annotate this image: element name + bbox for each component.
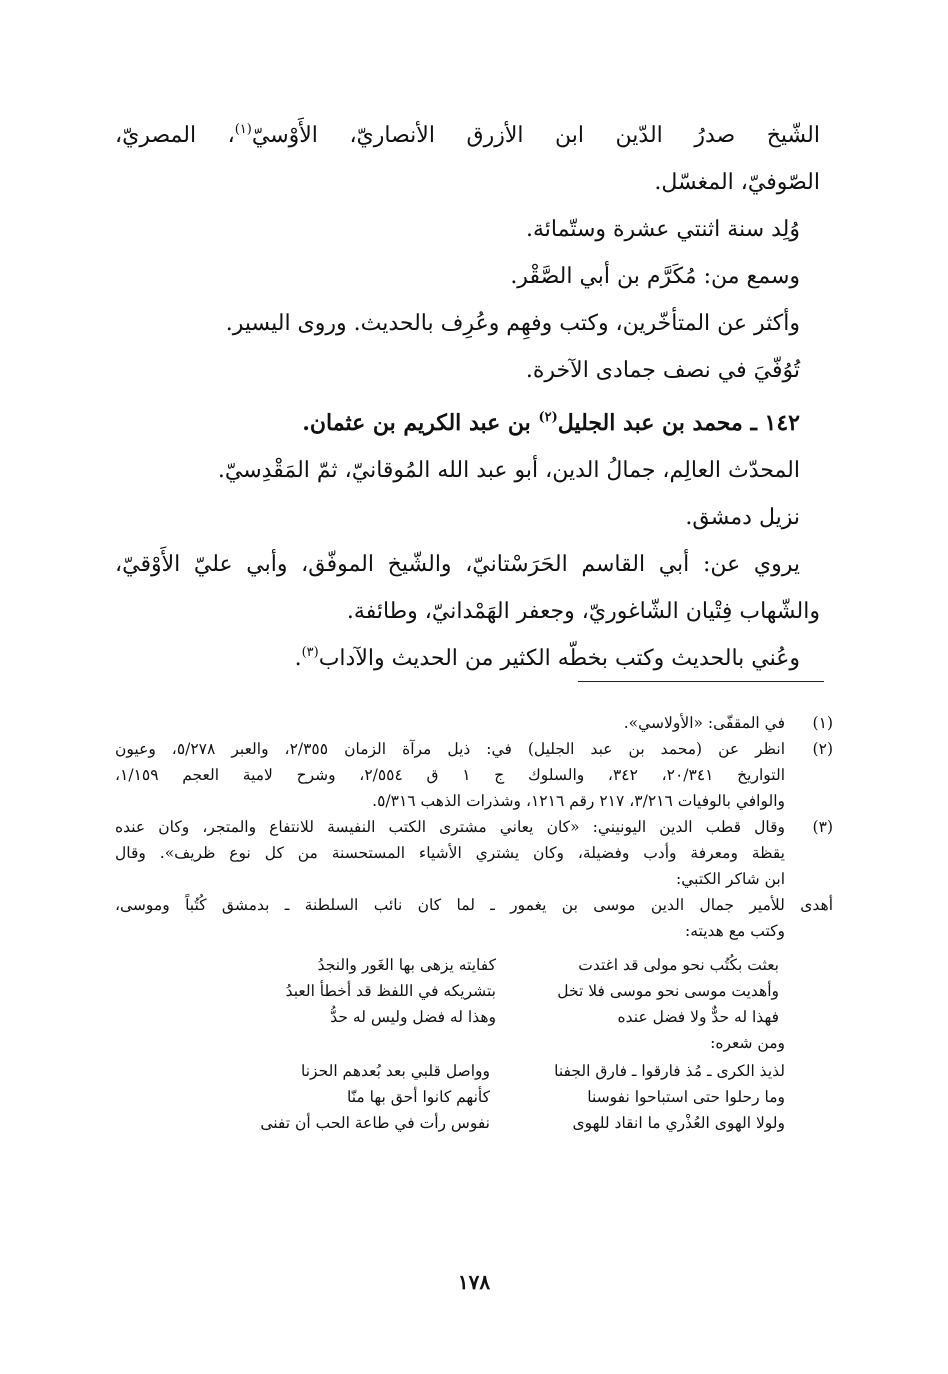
footnote-line: وكتب مع هديته: <box>684 922 785 940</box>
paragraph-description: المحدّث العالِم، جمالُ الدين، أبو عبد الله المُوقانيّ، ثمّ المَقْدِسيّ. <box>217 458 800 483</box>
verse-second-hemistich: نفوس رأت في طاعة الحب أن تفنى <box>260 1114 490 1132</box>
footnote-body <box>115 710 785 736</box>
footnote-line: في المقفّى: «الأولاسي». <box>623 714 785 732</box>
verse-line <box>115 1004 779 1030</box>
verse-line <box>115 1110 785 1136</box>
footnote-1 <box>115 710 833 736</box>
poem-his <box>115 1058 785 1136</box>
poem-gift <box>115 952 785 1030</box>
footnote-body <box>115 736 785 814</box>
verse-first-hemistich: وأهديت موسى نحو موسى فلا تخل <box>557 982 779 1000</box>
paragraph-line <box>115 112 820 159</box>
footnote-2 <box>115 736 833 814</box>
footnote-ref[interactable]: (٣) <box>301 645 319 660</box>
footnote-number: (٣) <box>812 818 833 836</box>
paragraph-line: والشّهاب فِتْيان الشّاغوريّ، وجعفر الهَمْدانيّ، وطائفة. <box>346 599 820 624</box>
text-segment: وعُني بالحديث وكتب بخطّه الكثير من الحديث والآداب <box>318 646 800 671</box>
entry-heading <box>115 400 820 447</box>
paragraph-residence: نزيل دمشق. <box>685 505 800 530</box>
page-number: ١٧٨ <box>457 1270 491 1294</box>
paragraph-death: تُوُفّيَ في نصف جمادى الآخرة. <box>525 358 800 383</box>
paragraph-heard: وسمع من: مُكَرَّم بن أبي الصَّقْر. <box>510 264 800 289</box>
verse-line <box>115 978 779 1004</box>
text-segment: ، المصريّ، <box>115 123 235 148</box>
footnote-line: والوافي بالوفيات ٣/٢١٦، ٢١٧ رقم ١٢١٦، وشذرات الذهب ٥/٣١٦. <box>372 792 785 810</box>
verse-first-hemistich: بعثت بكُتُب نحو مولى قد اغتدت <box>578 956 779 974</box>
entry-title-end: بن عبد الكريم بن عثمان. <box>302 410 539 436</box>
footnote-line: يقظة ومعرفة وأدب وفضيلة، وكان يشتري الأشياء المستحسنة من كل نوع ظريف». وقال <box>115 844 785 862</box>
footnote-line: أهدى للأمير جمال الدين موسى بن يغمور ـ لما كان نائب السلطنة ـ بدمشق كُتُباً وموسى، <box>115 896 833 914</box>
verse-second-hemistich: كفايته يزهى بها الغَور والنجدُ <box>317 956 496 974</box>
footnote-3 <box>115 814 833 1136</box>
footnote-line: التواريخ ٢٠/٣٤١، ٣٤٢، والسلوك ج ١ ق ٢/٥٥٤، وشرح لامية العجم ١/١٥٩، <box>115 766 786 784</box>
footnote-ref[interactable]: (٢) <box>538 410 558 425</box>
text-segment: . <box>294 646 302 671</box>
verse-line <box>115 1084 785 1110</box>
paragraph-line: الصّوفيّ، المغسّل. <box>654 170 820 195</box>
verse-second-hemistich: وواصل قلبي بعد بُعدهم الحزنا <box>301 1062 490 1080</box>
footnotes <box>115 710 833 1136</box>
verse-first-hemistich: لذيذ الكرى ـ مُذ فارقوا ـ فارق الجفنا <box>554 1062 785 1080</box>
verse-line <box>115 952 779 978</box>
entry-title: ١٤٢ ـ محمد بن عبد الجليل <box>557 410 800 436</box>
verse-line <box>115 1058 785 1084</box>
verse-first-hemistich: ولولا الهوى العُذْري ما انقاد للهوى <box>572 1114 785 1132</box>
footnote-line: ومن شعره: <box>710 1034 785 1052</box>
footnote-body <box>115 814 833 1136</box>
paragraph-birth: وُلِد سنة اثنتي عشرة وستّمائة. <box>525 217 800 242</box>
footnote-line: وقال قطب الدين اليونيني: «كان يعاني مشترى الكتب النفيسة للانتفاع والمتجر، وكان عنده <box>115 818 785 836</box>
text-segment: الشّيخ صدرُ الدّين ابن الأزرق الأنصاريّ، الأَوْسيّ <box>251 123 820 148</box>
paragraph-narrates-from: يروي عن: أبي القاسم الحَرَسْتانيّ، والشّيخ الموفّق، وأبي عليّ الأَوْقيّ، <box>115 552 800 577</box>
verse-second-hemistich: كأنهم كانوا أحق بها منّا <box>346 1088 490 1106</box>
verse-first-hemistich: وما رحلوا حتى استباحوا نفوسنا <box>587 1088 785 1106</box>
footnote-divider <box>578 681 824 682</box>
paragraph-narrated: وأكثر عن المتأخّرين، وكتب وفهِم وعُرِف بالحديث. وروى اليسير. <box>225 311 800 336</box>
footnote-line: انظر عن (محمد بن عبد الجليل) في: ذيل مرآة الزمان ٢/٣٥٥، والعبر ٥/٢٧٨، وعيون <box>115 740 786 758</box>
footnote-line: ابن شاكر الكتبي: <box>676 870 785 888</box>
footnote-number: (٢) <box>812 740 833 758</box>
verse-first-hemistich: فهذا له حدٌّ ولا فضل عنده <box>617 1008 779 1026</box>
verse-second-hemistich: بتشريكه في اللفظ قد أخطأ العبدُ <box>285 982 496 1000</box>
paragraph-hadith <box>115 635 820 682</box>
footnote-number: (١) <box>812 714 833 732</box>
verse-second-hemistich: وهذا له فضل وليس له حدُّ <box>330 1008 496 1026</box>
main-text <box>115 112 820 682</box>
footnote-ref[interactable]: (١) <box>234 122 252 137</box>
